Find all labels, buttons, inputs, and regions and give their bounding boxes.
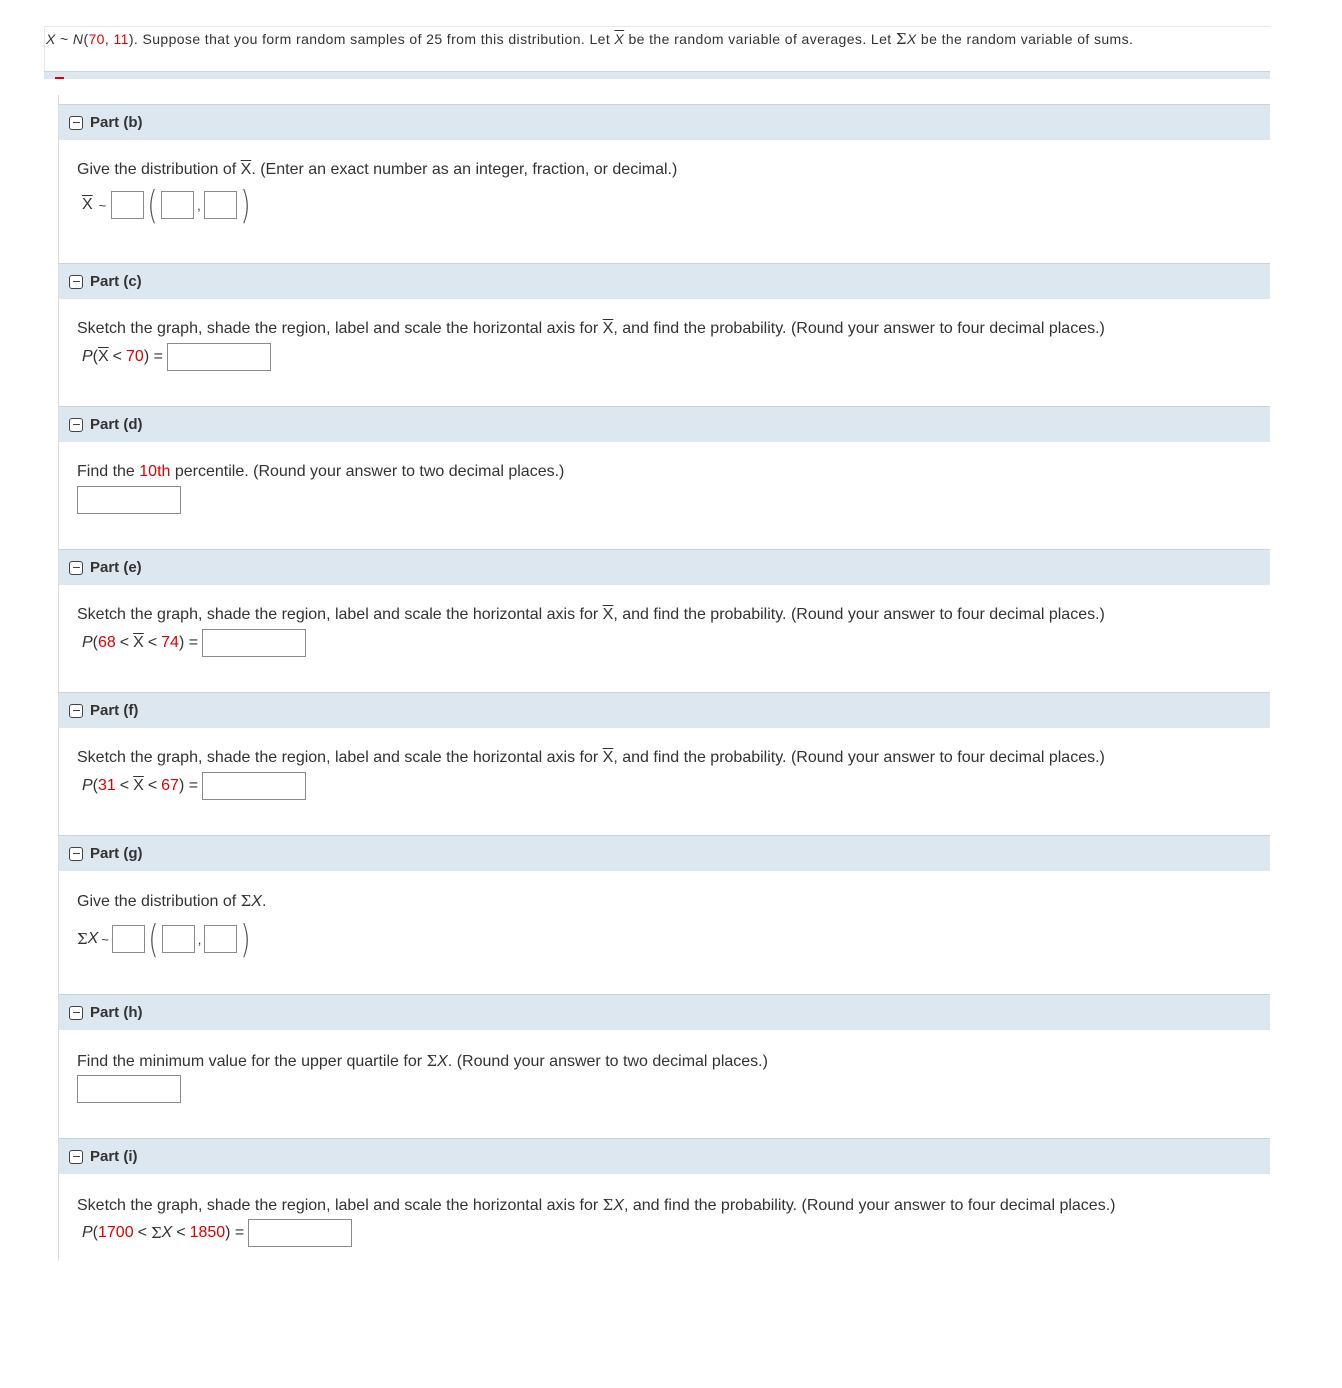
part-g-tilde: ~	[101, 931, 109, 947]
part-g-comma: ,	[197, 931, 202, 947]
part-g-title: Part (g)	[90, 845, 143, 862]
stmt-sigma: Σ	[895, 30, 907, 48]
part-f-header[interactable]	[59, 692, 1270, 728]
part-f-xvar: $\overline{X}$	[133, 777, 144, 794]
problem-statement: X ~ N(70, 11). Suppose that you form random samples of 25 from this distribution. Let $\overline{X}$ be the random variable of averages. Let ΣX be the random variable of sums.	[44, 26, 1270, 71]
part-h-text1: Find the minimum value for the upper quartile for	[77, 1053, 423, 1070]
part-b-dist-input[interactable]	[111, 191, 144, 219]
red-marker	[55, 77, 64, 79]
part-h-title: Part (h)	[90, 1004, 143, 1021]
part-d-question	[77, 463, 564, 481]
part-d-text1: Find the	[77, 463, 135, 480]
part-c-title: Part (c)	[90, 273, 142, 290]
part-f-p: P	[82, 777, 93, 794]
collapse-icon[interactable]	[69, 418, 83, 432]
part-d-pct: 10th	[139, 463, 171, 480]
part-h-question	[77, 1052, 768, 1071]
part-c-text2: , and find the probability. (Round your answer to four decimal places.)	[613, 320, 1105, 337]
part-e-lo: 68	[98, 634, 116, 651]
part-c-val: 70	[126, 348, 144, 365]
part-c-xbar: $\overline{X}$	[602, 320, 614, 337]
collapse-icon[interactable]	[69, 116, 83, 130]
part-g-sigma: Σ	[240, 892, 252, 910]
part-e-text2: , and find the probability. (Round your answer to four decimal places.)	[613, 606, 1105, 623]
part-c-answer-input[interactable]	[167, 343, 271, 371]
collapse-icon[interactable]	[69, 561, 83, 575]
part-e-title: Part (e)	[90, 559, 142, 576]
part-e-text1: Sketch the graph, shade the region, label and scale the horizontal axis for	[77, 606, 599, 623]
part-e-answer-input[interactable]	[202, 629, 306, 657]
part-c-eq: ) =	[143, 348, 163, 365]
part-b-xbar: $\overline{X}$	[240, 161, 252, 178]
part-e-xvar: $\overline{X}$	[133, 634, 144, 651]
part-e-xbar: $\overline{X}$	[602, 606, 614, 623]
part-f-lt1: <	[119, 777, 130, 794]
part-d-header[interactable]	[59, 406, 1270, 442]
part-f-question	[77, 749, 1105, 767]
part-b-comma: ,	[197, 197, 201, 213]
part-e-hi: 74	[161, 634, 179, 651]
part-e-question	[77, 606, 1105, 624]
part-g-text1: Give the distribution of	[77, 893, 237, 910]
stmt-mean: 70	[88, 31, 105, 47]
part-c-question	[77, 320, 1105, 338]
part-g-question	[77, 892, 266, 911]
part-i-answer-input[interactable]	[248, 1219, 352, 1247]
part-h-text2: . (Round your answer to two decimal places.)	[447, 1053, 768, 1070]
part-b-answer-row	[82, 183, 254, 227]
part-c-header[interactable]	[59, 263, 1270, 299]
part-f-hi: 67	[161, 777, 179, 794]
part-b-question	[77, 161, 677, 179]
part-b-text2: . (Enter an exact number as an integer, fraction, or decimal.)	[251, 161, 678, 178]
part-b-header[interactable]	[59, 104, 1270, 140]
part-f-title: Part (f)	[90, 702, 139, 719]
part-i-text1: Sketch the graph, shade the region, label and scale the horizontal axis for	[77, 1197, 599, 1214]
part-g-lhs-sigma: Σ	[77, 930, 88, 948]
stmt-text2: be the random variable of averages. Let	[628, 31, 892, 47]
part-g-mean-input[interactable]	[162, 925, 195, 953]
part-c-p: P	[82, 348, 93, 365]
part-b-title: Part (b)	[90, 114, 143, 131]
part-b-lhs: $\overline{X}$	[82, 196, 93, 213]
part-e-eq: ) =	[178, 634, 199, 651]
stmt-text3: be the random variable of sums.	[920, 31, 1134, 47]
stmt-tilde: ~	[60, 31, 69, 47]
part-b-sd-input[interactable]	[204, 191, 237, 219]
part-i-title: Part (i)	[90, 1148, 138, 1165]
stmt-sigma-var: X	[906, 31, 917, 47]
part-i-sigma-var: X	[613, 1197, 624, 1214]
part-e-header[interactable]	[59, 549, 1270, 585]
part-g-answer-row	[77, 917, 254, 961]
stmt-xbar: $\overline{X}$	[614, 31, 625, 47]
stmt-dist: N	[72, 31, 84, 47]
part-h-sigma-var: X	[437, 1053, 448, 1070]
part-i-p: P	[82, 1224, 93, 1241]
part-i-ans-sigma: Σ	[150, 1224, 162, 1242]
part-i-hi: 1850	[189, 1224, 226, 1241]
part-c-lt: <	[112, 348, 123, 365]
part-h-answer-input[interactable]	[77, 1075, 181, 1103]
left-paren: (	[147, 183, 158, 227]
part-g-header[interactable]	[59, 835, 1270, 871]
part-i-lo: 1700	[98, 1224, 134, 1241]
right-paren: )	[239, 183, 251, 227]
part-i-ans-var: X	[161, 1224, 173, 1241]
part-g-sigma-var: X	[251, 893, 262, 910]
part-f-text2: , and find the probability. (Round your answer to four decimal places.)	[613, 749, 1105, 766]
collapse-icon[interactable]	[69, 704, 83, 718]
stmt-text1: ). Suppose that you form random samples of 25 from this distribution. Let	[128, 31, 611, 47]
part-g-dist-input[interactable]	[112, 925, 145, 953]
collapse-icon[interactable]	[69, 275, 83, 289]
part-e-p: P	[82, 634, 93, 651]
part-i-eq: ) =	[225, 1224, 245, 1241]
part-d-answer-input[interactable]	[77, 486, 181, 514]
part-i-header[interactable]	[59, 1138, 1270, 1174]
part-b-mean-input[interactable]	[161, 191, 194, 219]
part-h-sigma: Σ	[426, 1052, 438, 1070]
part-g-period: .	[261, 893, 267, 910]
part-b-tilde: ~	[98, 197, 107, 213]
part-h-header[interactable]	[59, 994, 1270, 1030]
part-i-lt1: <	[137, 1224, 147, 1241]
part-f-xbar: $\overline{X}$	[602, 749, 614, 766]
part-e-answer-row: P ( 68 < $\overline{X}$ < 74 ) =	[82, 629, 306, 657]
left-paren: (	[148, 917, 159, 961]
part-i-sigma: Σ	[602, 1196, 614, 1214]
part-i-answer-row: P ( 1700 < Σ X < 1850 ) =	[82, 1219, 352, 1247]
stmt-var: X	[46, 31, 56, 47]
part-i-question	[77, 1196, 1115, 1215]
part-d-title: Part (d)	[90, 416, 143, 433]
part-i-lt2: <	[176, 1224, 186, 1241]
part-d-text2: percentile. (Round your answer to two decimal places.)	[174, 463, 565, 480]
part-e-lt1: <	[119, 634, 130, 651]
part-c-xvar: $\overline{X}$	[98, 348, 109, 365]
collapse-icon[interactable]	[69, 1150, 83, 1164]
stmt-sd: 11	[113, 31, 129, 47]
part-f-answer-row: P ( 31 < $\overline{X}$ < 67 ) =	[82, 772, 306, 800]
part-g-sd-input[interactable]	[204, 925, 237, 953]
part-e-lt2: <	[147, 634, 158, 651]
part-c-answer-row: P ( $\overline{X}$ < 70 ) =	[82, 343, 271, 371]
part-f-answer-input[interactable]	[202, 772, 306, 800]
part-a-header-collapsed[interactable]	[44, 71, 1270, 79]
part-f-eq: ) =	[178, 777, 199, 794]
part-c-text1: Sketch the graph, shade the region, label and scale the horizontal axis for	[77, 320, 599, 337]
collapse-icon[interactable]	[69, 1006, 83, 1020]
part-b-text1: Give the distribution of	[77, 161, 237, 178]
part-i-text2: , and find the probability. (Round your answer to four decimal places.)	[623, 1197, 1116, 1214]
part-f-lo: 31	[98, 777, 116, 794]
part-g-lhs-var: X	[87, 930, 99, 947]
right-paren: )	[240, 917, 251, 961]
part-f-text1: Sketch the graph, shade the region, label and scale the horizontal axis for	[77, 749, 599, 766]
part-f-lt2: <	[147, 777, 158, 794]
collapse-icon[interactable]	[69, 847, 83, 861]
